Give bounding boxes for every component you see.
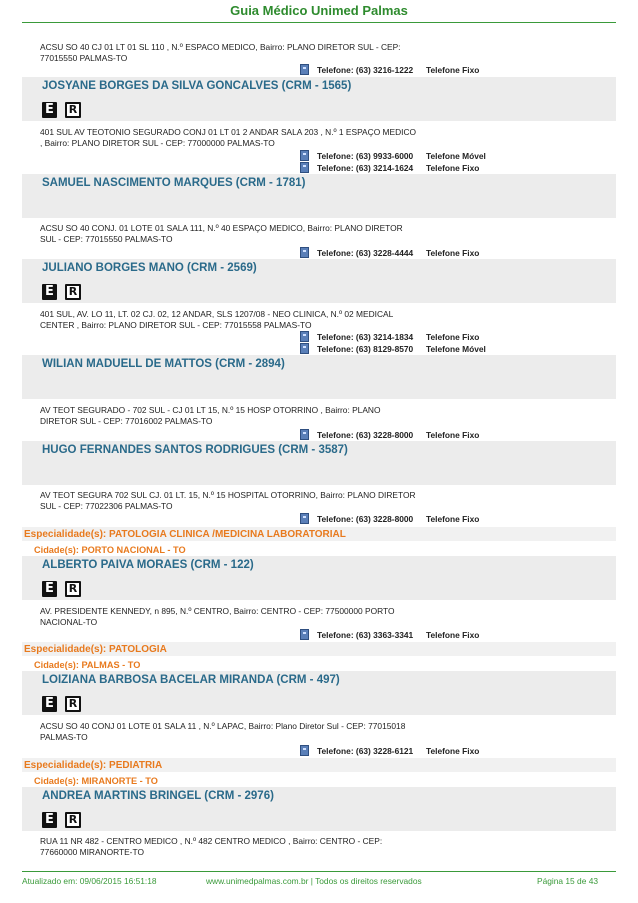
- phone-number[interactable]: Telefone: (63) 3228-6121: [317, 746, 414, 756]
- doctor-card: [22, 441, 616, 485]
- phone-icon: [300, 150, 309, 161]
- phone-number[interactable]: Telefone: (63) 3228-4444: [317, 248, 414, 258]
- address: 401 SUL AV TEOTONIO SEGURADO CONJ 01 LT 01 2 ANDAR SALA 203 , N.º 1 ESPAÇO MEDICO , Bairro: PLANO DIRETOR SUL - CEP: 77000000 PALMAS-TO: [40, 127, 417, 148]
- doctor-name[interactable]: LOIZIANA BARBOSA BACELAR MIRANDA (CRM - 497): [42, 674, 340, 686]
- address: ACSU SO 40 CJ 01 LT 01 SL 110 , N.º ESPACO MEDICO, Bairro: PLANO DIRETOR SUL - CEP: 77015550 PALMAS-TO: [40, 42, 401, 63]
- phone-row: [300, 163, 600, 174]
- phone-row: [300, 151, 600, 162]
- r-badge-icon: R: [65, 812, 81, 828]
- address: RUA 11 NR 482 - CENTRO MEDICO , N.º 482 CENTRO MEDICO , Bairro: CENTRO - CEP: 77660000 MIRANORTE-TO: [40, 836, 383, 857]
- doctor-card: [22, 556, 616, 600]
- badges: [42, 282, 89, 299]
- phone-type: Telefone Móvel: [426, 344, 486, 354]
- footer-site-link[interactable]: www.unimedpalmas.com.br | Todos os direitos reservados: [206, 876, 422, 886]
- city-heading: Cidade(s): MIRANORTE - TO: [34, 776, 158, 786]
- r-badge-icon: R: [65, 102, 81, 118]
- doctor-card: [22, 671, 616, 715]
- phone-type: Telefone Fixo: [426, 332, 480, 342]
- page-title: Guia Médico Unimed Palmas: [230, 3, 408, 18]
- phone-type: Telefone Móvel: [426, 151, 486, 161]
- doctor-name[interactable]: ANDREA MARTINS BRINGEL (CRM - 2976): [42, 790, 274, 802]
- phone-icon: [300, 429, 309, 440]
- badges: [42, 100, 89, 117]
- phone-row: [300, 746, 600, 757]
- phone-type: Telefone Fixo: [426, 430, 480, 440]
- r-badge-icon: R: [65, 581, 81, 597]
- phone-icon: [300, 343, 309, 354]
- footer-divider: [22, 871, 616, 872]
- phone-number[interactable]: Telefone: (63) 3228-8000: [317, 514, 414, 524]
- doctor-name[interactable]: JOSYANE BORGES DA SILVA GONCALVES (CRM - 1565): [42, 80, 352, 92]
- phone-icon: [300, 64, 309, 75]
- address: AV TEOT SEGURA 702 SUL CJ. 01 LT. 15, N.º 15 HOSPITAL OTORRINO, Bairro: PLANO DIRETOR SUL - CEP: 77022306 PALMAS-TO: [40, 490, 416, 511]
- doctor-card: [22, 174, 616, 218]
- e-badge-icon: E: [42, 812, 57, 828]
- phone-row: [300, 65, 600, 76]
- address: ACSU SO 40 CONJ 01 LOTE 01 SALA 11 , N.º LAPAC, Bairro: Plano Diretor Sul - CEP: 77015018 PALMAS-TO: [40, 721, 406, 742]
- phone-number[interactable]: Telefone: (63) 3216-1222: [317, 65, 414, 75]
- address: AV TEOT SEGURADO - 702 SUL - CJ 01 LT 15, N.º 15 HOSP OTORRINO , Bairro: PLANO DIRETOR SUL - CEP: 77016002 PALMAS-TO: [40, 405, 381, 426]
- phone-row: [300, 430, 600, 441]
- specialty-heading: Especialidade(s): PEDIATRIA: [22, 758, 616, 772]
- badges: [42, 810, 89, 827]
- phone-row: [300, 344, 600, 355]
- e-badge-icon: E: [42, 581, 57, 597]
- doctor-card: [22, 77, 616, 121]
- badges: [42, 694, 89, 711]
- footer-updated: Atualizado em: 09/06/2015 16:51:18: [22, 876, 157, 886]
- doctor-card: [22, 787, 616, 831]
- phone-icon: [300, 162, 309, 173]
- footer-page-number: Página 15 de 43: [537, 876, 599, 886]
- address: 401 SUL, AV. LO 11, LT. 02 CJ. 02, 12 ANDAR, SLS 1207/08 - NEO CLINICA, N.º 02 MEDICAL CENTER , Bairro: PLANO DIRETOR SUL - CEP: 77015558 PALMAS-TO: [40, 309, 393, 330]
- phone-row: [300, 514, 600, 525]
- address: AV. PRESIDENTE KENNEDY, n 895, N.º CENTRO, Bairro: CENTRO - CEP: 77500000 PORTO NACIONAL-TO: [40, 606, 395, 627]
- phone-number[interactable]: Telefone: (63) 3228-8000: [317, 430, 414, 440]
- phone-icon: [300, 745, 309, 756]
- phone-number[interactable]: Telefone: (63) 3363-3341: [317, 630, 414, 640]
- phone-type: Telefone Fixo: [426, 514, 480, 524]
- doctor-name[interactable]: SAMUEL NASCIMENTO MARQUES (CRM - 1781): [42, 177, 306, 189]
- phone-type: Telefone Fixo: [426, 65, 480, 75]
- address: ACSU SO 40 CONJ. 01 LOTE 01 SALA 111, N.º 40 ESPAÇO MEDICO, Bairro: PLANO DIRETOR SUL - CEP: 77015550 PALMAS-TO: [40, 223, 403, 244]
- phone-number[interactable]: Telefone: (63) 3214-1834: [317, 332, 414, 342]
- phone-row: [300, 248, 600, 259]
- phone-type: Telefone Fixo: [426, 746, 480, 756]
- r-badge-icon: R: [65, 696, 81, 712]
- header-divider: [22, 22, 616, 23]
- e-badge-icon: E: [42, 102, 57, 118]
- phone-number[interactable]: Telefone: (63) 3214-1624: [317, 163, 414, 173]
- phone-type: Telefone Fixo: [426, 248, 480, 258]
- phone-row: [300, 332, 600, 343]
- city-heading: Cidade(s): PORTO NACIONAL - TO: [34, 545, 186, 555]
- doctor-card: [22, 259, 616, 303]
- phone-icon: [300, 629, 309, 640]
- badges: [42, 579, 89, 596]
- doctor-name[interactable]: JULIANO BORGES MANO (CRM - 2569): [42, 262, 257, 274]
- phone-number[interactable]: Telefone: (63) 8129-8570: [317, 344, 414, 354]
- city-heading: Cidade(s): PALMAS - TO: [34, 660, 141, 670]
- phone-type: Telefone Fixo: [426, 630, 480, 640]
- specialty-heading: Especialidade(s): PATOLOGIA CLINICA /MEDICINA LABORATORIAL: [22, 527, 616, 541]
- doctor-name[interactable]: HUGO FERNANDES SANTOS RODRIGUES (CRM - 3587): [42, 444, 348, 456]
- doctor-name[interactable]: WILIAN MADUELL DE MATTOS (CRM - 2894): [42, 358, 285, 370]
- e-badge-icon: E: [42, 284, 57, 300]
- phone-row: [300, 630, 600, 641]
- phone-icon: [300, 331, 309, 342]
- phone-type: Telefone Fixo: [426, 163, 480, 173]
- r-badge-icon: R: [65, 284, 81, 300]
- phone-icon: [300, 513, 309, 524]
- specialty-heading: Especialidade(s): PATOLOGIA: [22, 642, 616, 656]
- phone-icon: [300, 247, 309, 258]
- doctor-card: [22, 355, 616, 399]
- phone-number[interactable]: Telefone: (63) 9933-6000: [317, 151, 414, 161]
- e-badge-icon: E: [42, 696, 57, 712]
- doctor-name[interactable]: ALBERTO PAIVA MORAES (CRM - 122): [42, 559, 254, 571]
